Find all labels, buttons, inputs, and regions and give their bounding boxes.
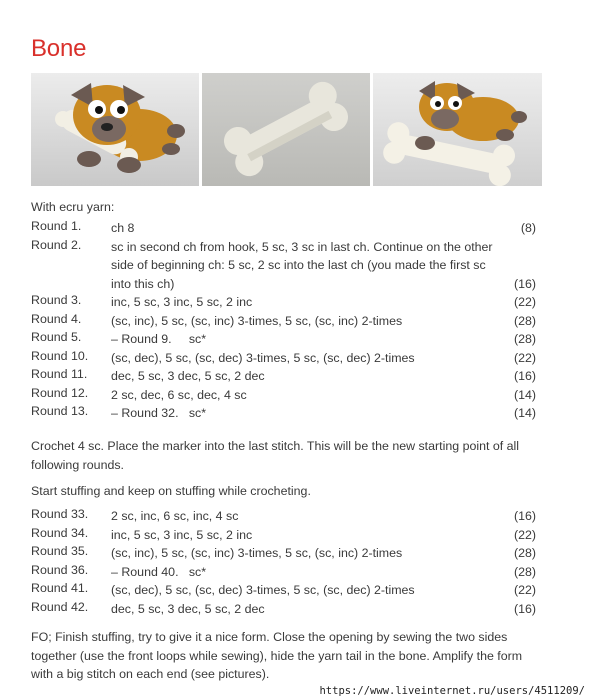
round-row	[31, 367, 536, 386]
stitch-count: (28)	[513, 313, 536, 328]
round-label: Round 35.	[31, 544, 89, 558]
round-label: Round 4.	[31, 311, 82, 326]
round-label: Round 11.	[31, 367, 88, 381]
stitch-count: (22)	[513, 583, 536, 597]
round-label: Round 36.	[31, 562, 89, 577]
stitch-count: (16)	[513, 369, 536, 383]
round-instruction: (sc, inc), 5 sc, (sc, inc) 3-times, 5 sc, (sc, inc) 2-times	[111, 546, 403, 560]
round-instruction: – Round 32. sc*	[111, 406, 207, 420]
round-label: Round 1.	[31, 219, 82, 233]
stitch-count: (14)	[513, 406, 536, 420]
round-row	[31, 219, 536, 238]
round-label: Round 34.	[31, 525, 89, 540]
round-label: Round 13.	[31, 404, 89, 418]
rounds-table-a	[31, 219, 536, 423]
round-instruction: (sc, inc), 5 sc, (sc, inc) 3-times, 5 sc, (sc, inc) 2-times	[111, 313, 403, 328]
stitch-count: (16)	[513, 509, 536, 523]
bone-photo	[202, 73, 370, 186]
round-row	[31, 312, 536, 331]
stuffing-paragraph: Start stuffing and keep on stuffing while crocheting.	[31, 484, 311, 498]
round-row	[31, 507, 536, 526]
round-row	[31, 544, 536, 563]
round-instruction: – Round 9. sc*	[111, 332, 207, 346]
round-instruction: dec, 5 sc, 3 dec, 5 sc, 2 dec	[111, 369, 265, 383]
dog-with-bone-side-photo	[373, 73, 542, 186]
round-label: Round 5.	[31, 330, 82, 344]
finish-paragraph: FO; Finish stuffing, try to give it a nice form. Close the opening by sewing the two sides together (use the front loops while sewing), hide the yarn tail in the bone. Amplify the form with a big stitch on each end (see pictures).	[31, 630, 523, 681]
round-instruction: ch 8	[111, 221, 135, 235]
round-instruction: – Round 40. sc*	[111, 564, 207, 579]
round-instruction: sc in second ch from hook, 5 sc, 3 sc in last ch. Continue on the other side of beginning ch: 5 sc, 2 sc into the last ch (you made the first sc into this ch)	[111, 239, 497, 291]
round-label: Round 3.	[31, 293, 82, 307]
round-row	[31, 330, 536, 349]
page-title: Bone	[31, 35, 87, 62]
round-instruction: (sc, dec), 5 sc, (sc, dec) 3-times, 5 sc, (sc, dec) 2-times	[111, 583, 415, 597]
round-instruction: inc, 5 sc, 3 inc, 5 sc, 2 inc	[111, 527, 253, 542]
round-row	[31, 581, 536, 600]
stitch-count: (16)	[513, 276, 536, 291]
round-row	[31, 526, 536, 545]
watermark-url: https://www.liveinternet.ru/users/4511209/	[319, 685, 585, 697]
intro-text: With ecru yarn:	[31, 200, 115, 214]
round-instruction: 2 sc, dec, 6 sc, dec, 4 sc	[111, 387, 247, 402]
round-row	[31, 404, 536, 423]
stitch-count: (28)	[513, 332, 536, 346]
round-label: Round 41.	[31, 581, 89, 595]
round-label: Round 12.	[31, 385, 89, 400]
round-row	[31, 238, 536, 294]
round-row	[31, 563, 536, 582]
round-instruction: 2 sc, inc, 6 sc, inc, 4 sc	[111, 509, 239, 523]
stitch-count: (22)	[513, 350, 536, 365]
marker-paragraph: Crochet 4 sc. Place the marker into the last stitch. This will be the new starting point of all following rounds.	[31, 439, 520, 472]
stitch-count: (28)	[513, 546, 536, 560]
stitch-count: (22)	[513, 527, 536, 542]
stitch-count: (8)	[520, 221, 536, 235]
dog-with-bone-photo	[31, 73, 199, 186]
rounds-table-b	[31, 507, 536, 618]
stitch-count: (16)	[513, 601, 536, 616]
round-row	[31, 349, 536, 368]
round-label: Round 33.	[31, 507, 89, 521]
stitch-count: (14)	[513, 387, 536, 402]
round-row	[31, 600, 536, 619]
round-row	[31, 386, 536, 405]
round-instruction: dec, 5 sc, 3 dec, 5 sc, 2 dec	[111, 601, 265, 616]
stitch-count: (22)	[513, 295, 536, 309]
stitch-count: (28)	[513, 564, 536, 579]
round-instruction: inc, 5 sc, 3 inc, 5 sc, 2 inc	[111, 295, 253, 309]
round-row	[31, 293, 536, 312]
round-label: Round 10.	[31, 348, 89, 363]
photo-strip	[31, 73, 542, 186]
round-instruction: (sc, dec), 5 sc, (sc, dec) 3-times, 5 sc, (sc, dec) 2-times	[111, 350, 415, 365]
round-label: Round 42.	[31, 599, 89, 614]
round-label: Round 2.	[31, 237, 82, 252]
